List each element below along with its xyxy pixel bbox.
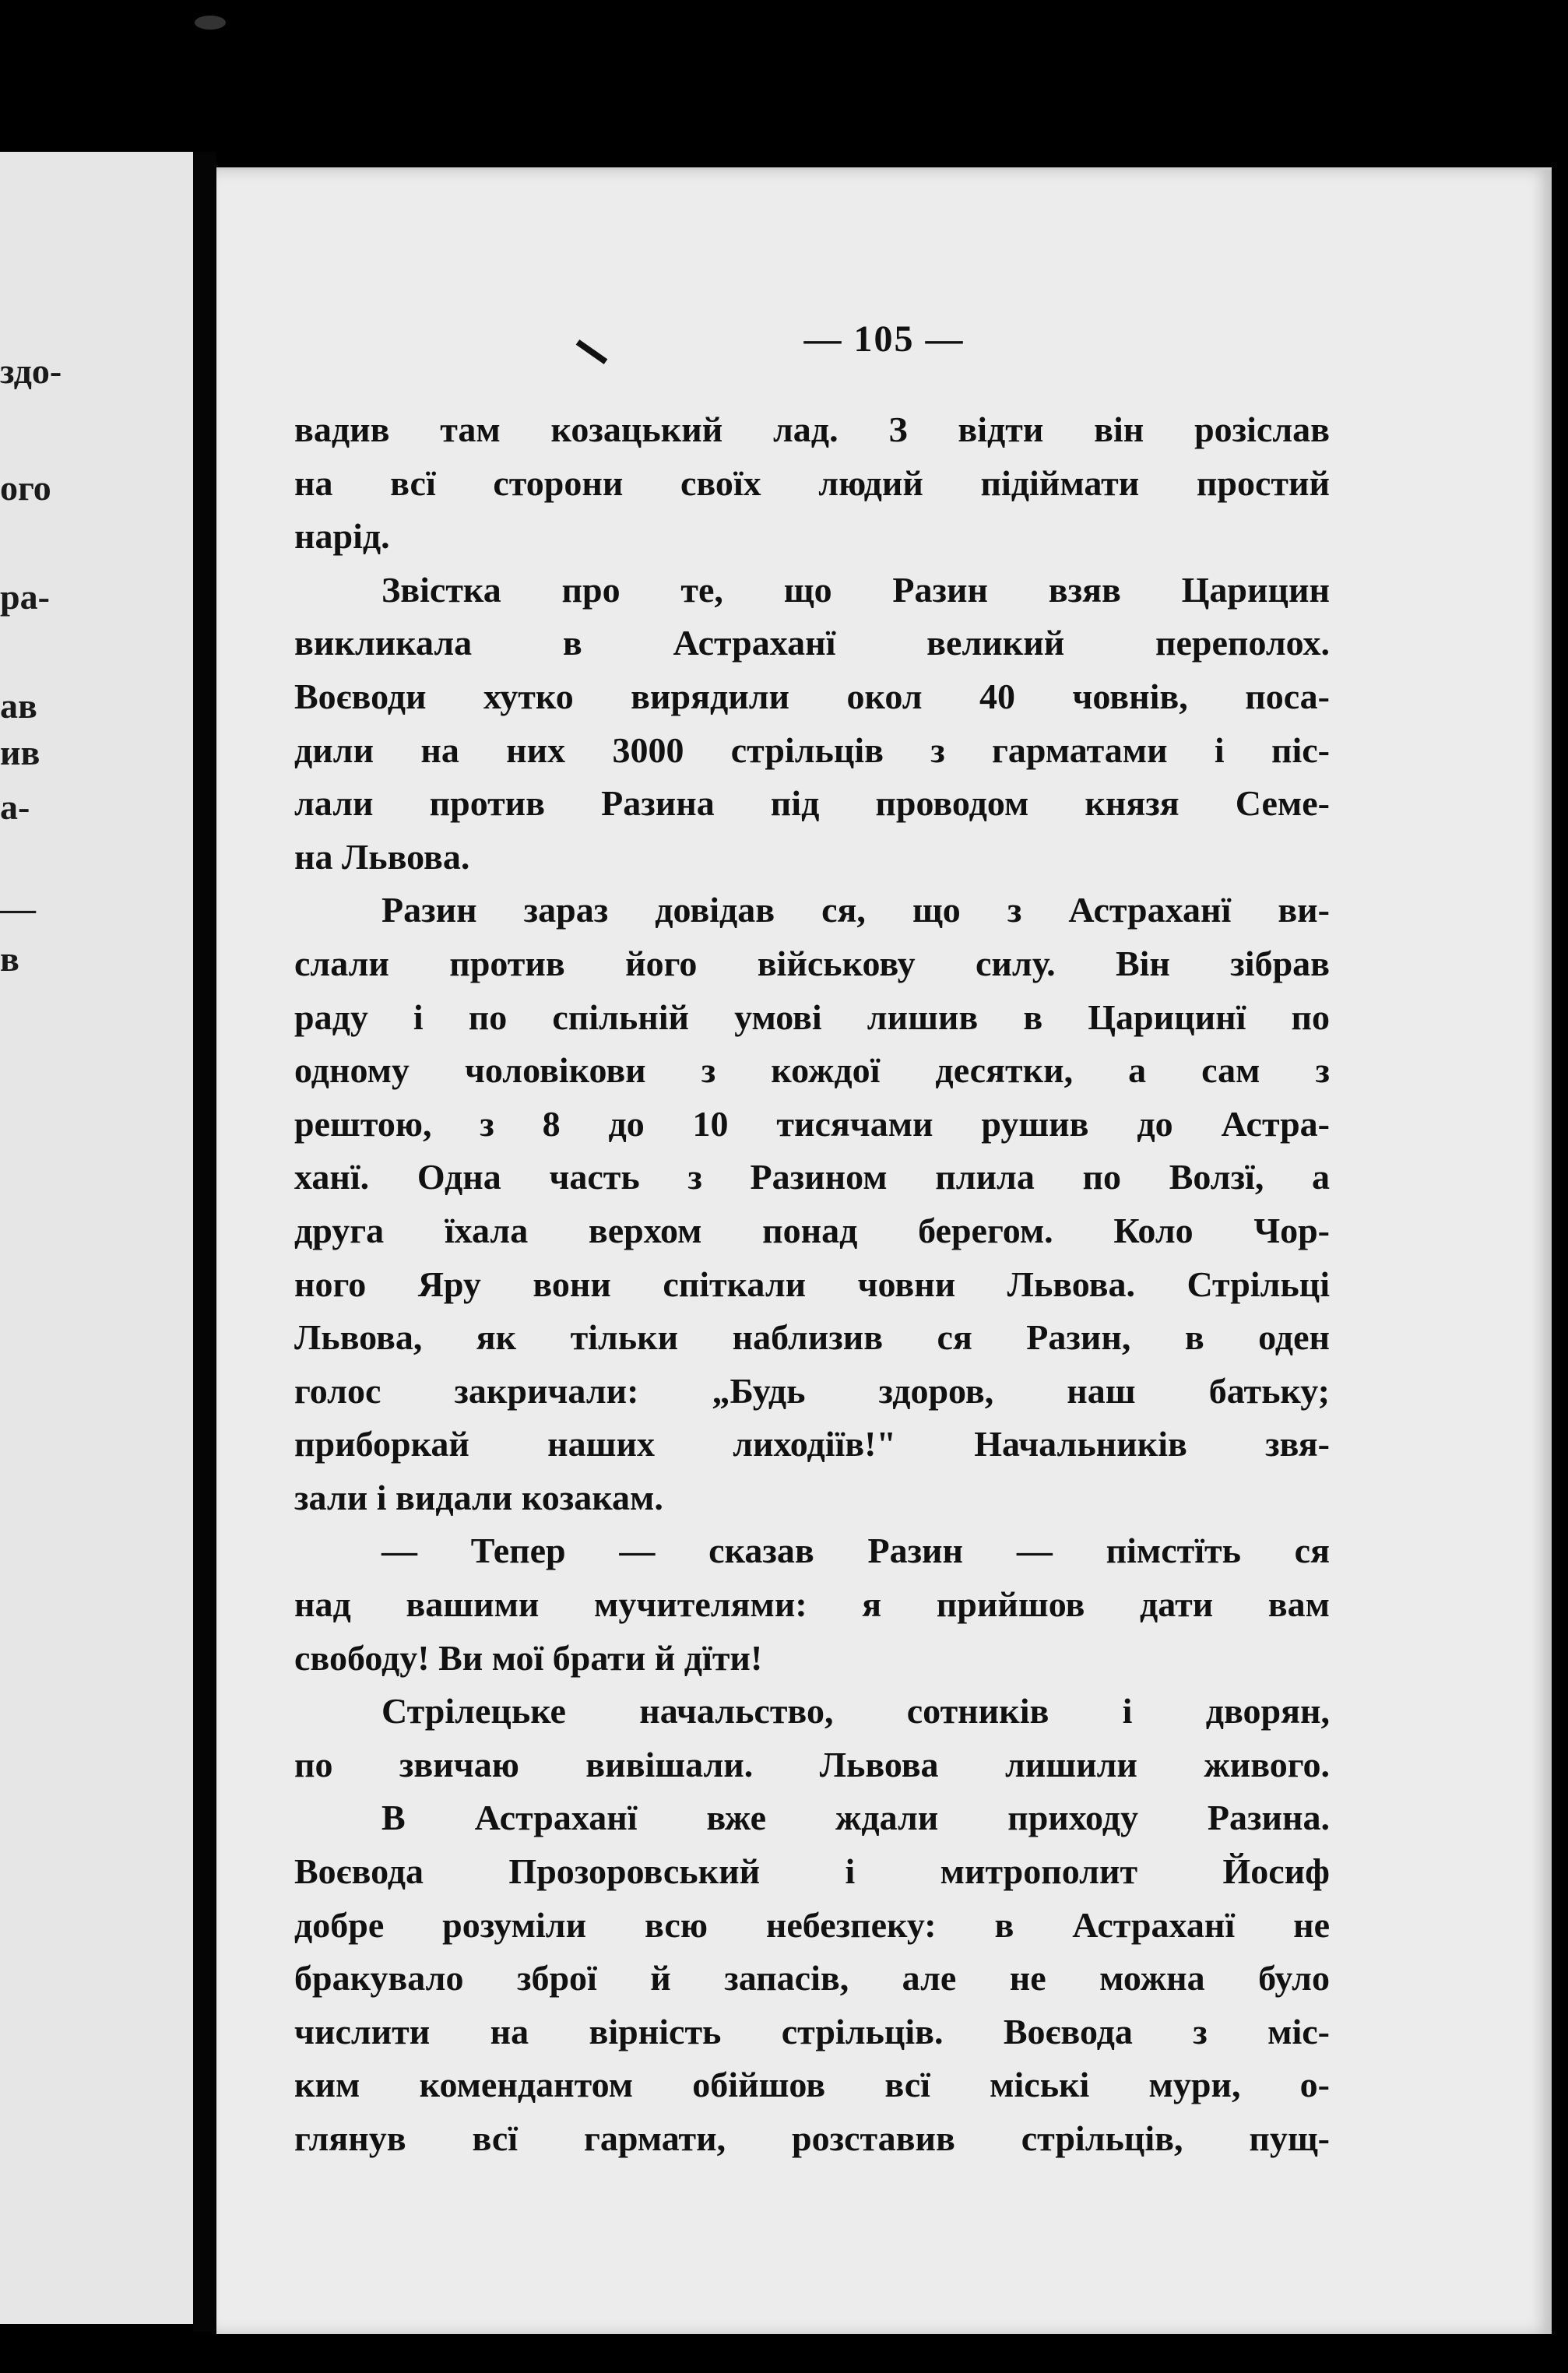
left-page-fragment: ав bbox=[0, 686, 37, 726]
text-line: на Львова. bbox=[294, 836, 470, 877]
text-line: рештою, з 8 до 10 тисячами рушив до Астра- bbox=[294, 1103, 1330, 1144]
left-page-fragment: ра- bbox=[0, 577, 50, 617]
text-line: по звичаю вивішали. Львова лишили живого. bbox=[294, 1744, 1330, 1784]
left-page-fragment: ив bbox=[0, 733, 40, 772]
left-page-fragment: — bbox=[0, 888, 36, 928]
text-line: над вашими мучителями: я прийшов дати вам bbox=[294, 1584, 1330, 1625]
left-page-fragment: здо- bbox=[0, 351, 62, 391]
text-line: слали против його військову силу. Він зібрав bbox=[294, 943, 1330, 983]
right-page bbox=[216, 167, 1552, 2334]
text-line: вадив там козацький лад. З відти він розіслав bbox=[294, 410, 1330, 449]
text-line: одному чоловікови з кождої десятки, а сам з bbox=[294, 1050, 1330, 1091]
text-line: Воєводи хутко вирядили окол 40 човнів, поса- bbox=[294, 676, 1330, 716]
body-text bbox=[294, 403, 1330, 2166]
text-line: ханї. Одна часть з Разином плила по Волзї, а bbox=[294, 1157, 1330, 1197]
text-line: лали против Разина під проводом князя Семе- bbox=[294, 783, 1330, 824]
text-line: дили на них 3000 стрільців з гарматами і піс- bbox=[294, 729, 1330, 770]
text-line: ким комендантом обійшов всї міські мури, о- bbox=[294, 2065, 1330, 2105]
text-line: викликала в Астраханї великий переполох. bbox=[294, 623, 1330, 663]
text-line: бракувало зброї й запасів, але не можна було bbox=[294, 1958, 1330, 1999]
text-line: — Тепер — сказав Разин — пімстїть ся bbox=[381, 1531, 1330, 1571]
left-page bbox=[0, 152, 199, 2324]
text-line: на всї сторони своїх людий підіймати простий bbox=[294, 462, 1330, 503]
scan-speck bbox=[195, 16, 226, 30]
text-line: Разин зараз довідав ся, що з Астраханї ви- bbox=[381, 890, 1330, 930]
page-number: — 105 — bbox=[803, 318, 965, 360]
text-line: Львова, як тільки наблизив ся Разин, в оден bbox=[294, 1317, 1330, 1358]
text-line: друга їхала верхом понад берегом. Коло Чор- bbox=[294, 1210, 1330, 1250]
text-line: добре розуміли всю небезпеку: в Астраханї не bbox=[294, 1904, 1330, 1945]
left-page-fragment: ого bbox=[0, 468, 51, 508]
text-line: глянув всї гармати, розставив стрільців, пущ- bbox=[294, 2118, 1330, 2158]
text-line: свободу! Ви мої брати й дїти! bbox=[294, 1637, 763, 1678]
text-line: голос закричали: „Будь здоров, наш батьку; bbox=[294, 1370, 1330, 1411]
text-line: Стрілецьке начальство, сотників і дворян, bbox=[381, 1691, 1330, 1731]
text-line: приборкай наших лиходіїв!" Начальників звя- bbox=[294, 1424, 1330, 1464]
text-line: Воєвода Прозоровський і митрополит Йосиф bbox=[294, 1851, 1330, 1892]
text-line: Звістка про те, що Разин взяв Царицин bbox=[381, 569, 1330, 610]
text-line: нарід. bbox=[294, 516, 390, 557]
text-line: раду і по спільній умові лишив в Царицинї по bbox=[294, 997, 1330, 1037]
text-line: зали і видали козакам. bbox=[294, 1477, 663, 1517]
left-page-fragment: в bbox=[0, 939, 19, 979]
text-line: В Астраханї вже ждали приходу Разина. bbox=[381, 1798, 1330, 1838]
book-spine bbox=[193, 152, 216, 2332]
text-line: ного Яру вони спіткали човни Львова. Стрільці bbox=[294, 1264, 1330, 1304]
text-line: числити на вірність стрільців. Воєвода з міс- bbox=[294, 2011, 1330, 2051]
left-page-fragment: а- bbox=[0, 787, 30, 827]
